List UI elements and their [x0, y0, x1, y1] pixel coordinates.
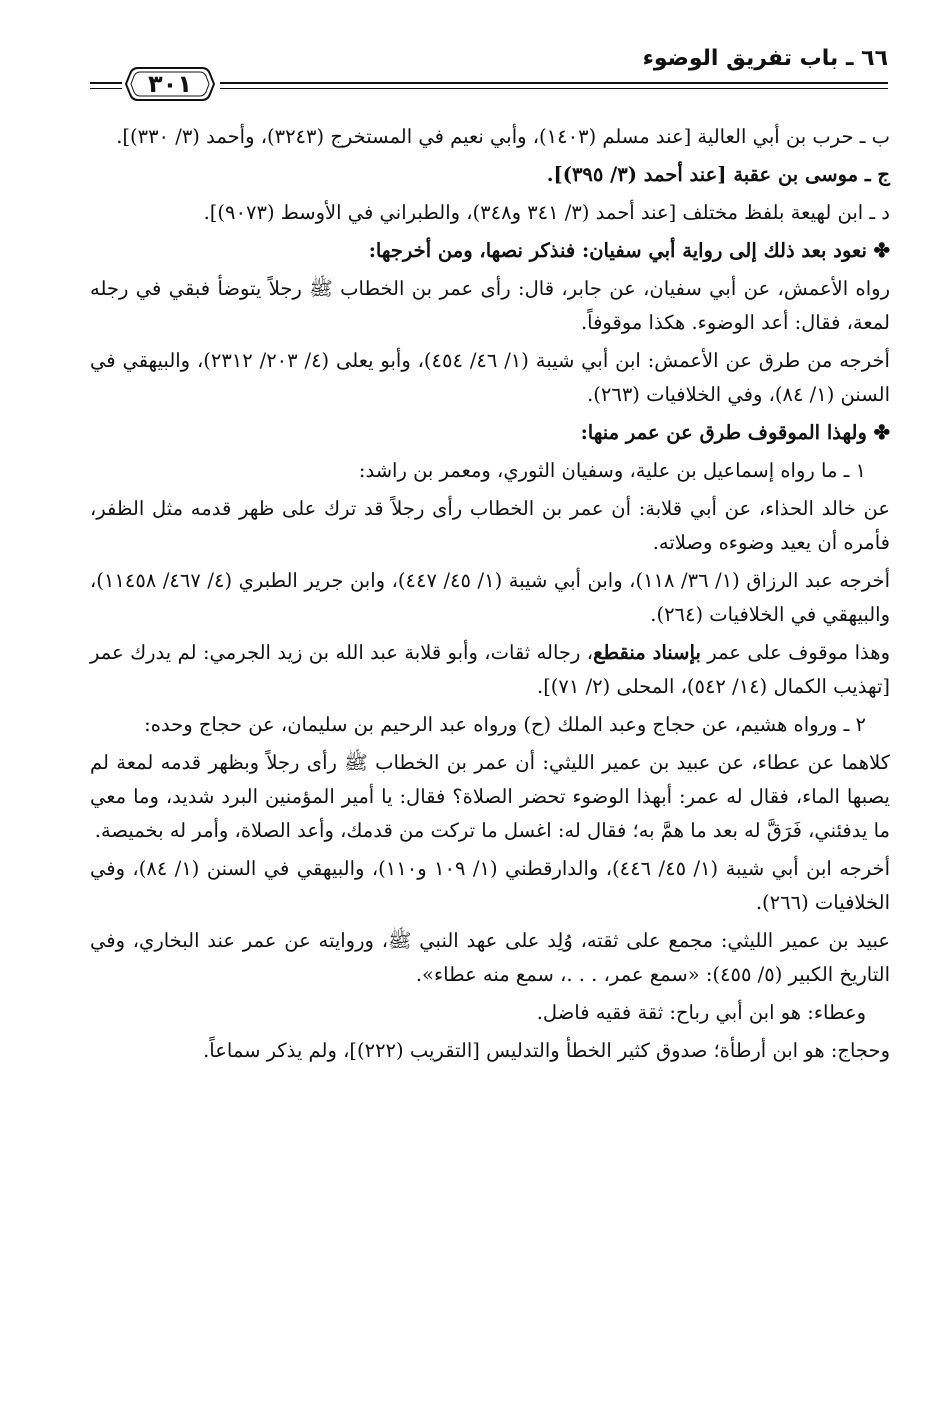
paragraph: رواه الأعمش، عن أبي سفيان، عن جابر، قال: رأى عمر بن الخطاب ﷺ رجلاً يتوضأ فبقي في رجله لمعة، فقال: أعد الوضوء. هكذا موقوفاً. — [90, 277, 890, 334]
emphasis-text: بإسناد منقطع — [593, 641, 701, 664]
section-heading: ✤ ولهذا الموقوف طرق عن عمر منها: — [580, 421, 890, 444]
header-rule — [220, 82, 888, 84]
paragraph: وعطاء: هو ابن أبي رباح: ثقة فقيه فاضل. — [536, 1001, 866, 1024]
header-rule-left-thin — [90, 88, 122, 89]
header-rule-thin — [220, 88, 888, 89]
page-header — [90, 44, 888, 110]
paragraph: ١ ـ ما رواه إسماعيل بن علية، وسفيان الثوري، ومعمر بن راشد: — [358, 459, 866, 482]
paragraph: ج ـ موسى بن عقبة [عند أحمد (٣/ ٣٩٥)]. — [546, 163, 890, 186]
paragraph: ٢ ـ ورواه هشيم، عن حجاج وعبد الملك (ح) ورواه عبد الرحيم بن سليمان، عن حجاج وحده: — [144, 713, 866, 736]
text-segment: ، رجاله ثقات، وأبو قلابة عبد الله بن زيد الجرمي: لم يدرك عمر [تهذيب الكمال (١٤/ ٥٤٢)، المحلى (٢/ ٧١)]. — [90, 641, 890, 698]
paragraph: د ـ ابن لهيعة بلفظ مختلف [عند أحمد (٣/ ٣٤١ و٣٤٨)، والطبراني في الأوسط (٩٠٧٣)]. — [203, 201, 890, 224]
page-number: ٣٠١ — [148, 70, 192, 98]
paragraph: كلاهما عن عطاء، عن عبيد بن عمير الليثي: أن عمر بن الخطاب ﷺ رأى رجلاً وبظهر قدمه لمعة لم يصبها الماء، فقال له عمر: أبهذا الوضوء تحضر الصلاة؟ فقال: يا أمير المؤمنين البرد شديد، وما معي ما يدفئني، فَرَقَّ له بعد ما همَّ به؛ فقال له: اغسل ما تركت من قدمك، وأعد الصلاة، وأمر له بخميصة. — [90, 751, 890, 842]
paragraph: وحجاج: هو ابن أرطأة؛ صدوق كثير الخطأ والتدليس [التقريب (٢٢٢)]، ولم يذكر سماعاً. — [203, 1039, 890, 1062]
paragraph: أخرجه ابن أبي شيبة (١/ ٤٥/ ٤٤٦)، والدارقطني (١/ ١٠٩ و١١٠)، والبيهقي في السنن (١/ ٨٤)، وفي الخلافيات (٢٦٦). — [90, 857, 890, 914]
paragraph: ب ـ حرب بن أبي العالية [عند مسلم (١٤٠٣)، وأبي نعيم في المستخرج (٣٢٤٣)، وأحمد (٣/ ٣٣٠)]. — [116, 125, 890, 148]
paragraph: أخرجه من طرق عن الأعمش: ابن أبي شيبة (١/ ٤٦/ ٤٥٤)، وأبو يعلى (٤/ ٢٠٣/ ٢٣١٢)، والبيهقي في السنن (١/ ٨٤)، وفي الخلافيات (٢٦٣). — [90, 349, 890, 406]
page-number-frame — [124, 64, 216, 104]
header-rule-left — [90, 82, 122, 84]
page-body — [90, 120, 890, 1072]
text-segment: وهذا موقوف على عمر — [700, 641, 890, 664]
paragraph — [90, 636, 890, 704]
section-heading: ✤ نعود بعد ذلك إلى رواية أبي سفيان: فنذكر نصها، ومن أخرجها: — [368, 239, 890, 262]
paragraph: عن خالد الحذاء، عن أبي قلابة: أن عمر بن الخطاب رأى رجلاً قد ترك على ظهر قدمه مثل الظفر، فأمره أن يعيد وضوءه وصلاته. — [90, 497, 890, 554]
chapter-title: ٦٦ ـ باب تفريق الوضوء — [642, 46, 888, 71]
paragraph: عبيد بن عمير الليثي: مجمع على ثقته، وُلِد على عهد النبي ﷺ، وروايته عن عمر عند البخاري، وفي التاريخ الكبير (٥/ ٤٥٥): «سمع عمر، . . .، سمع منه عطاء». — [90, 929, 891, 986]
paragraph: أخرجه عبد الرزاق (١/ ٣٦/ ١١٨)، وابن أبي شيبة (١/ ٤٥/ ٤٤٧)، وابن جرير الطبري (٤/ ٤٦٧/ ١١٤٥٨)، والبيهقي في الخلافيات (٢٦٤). — [90, 569, 890, 626]
